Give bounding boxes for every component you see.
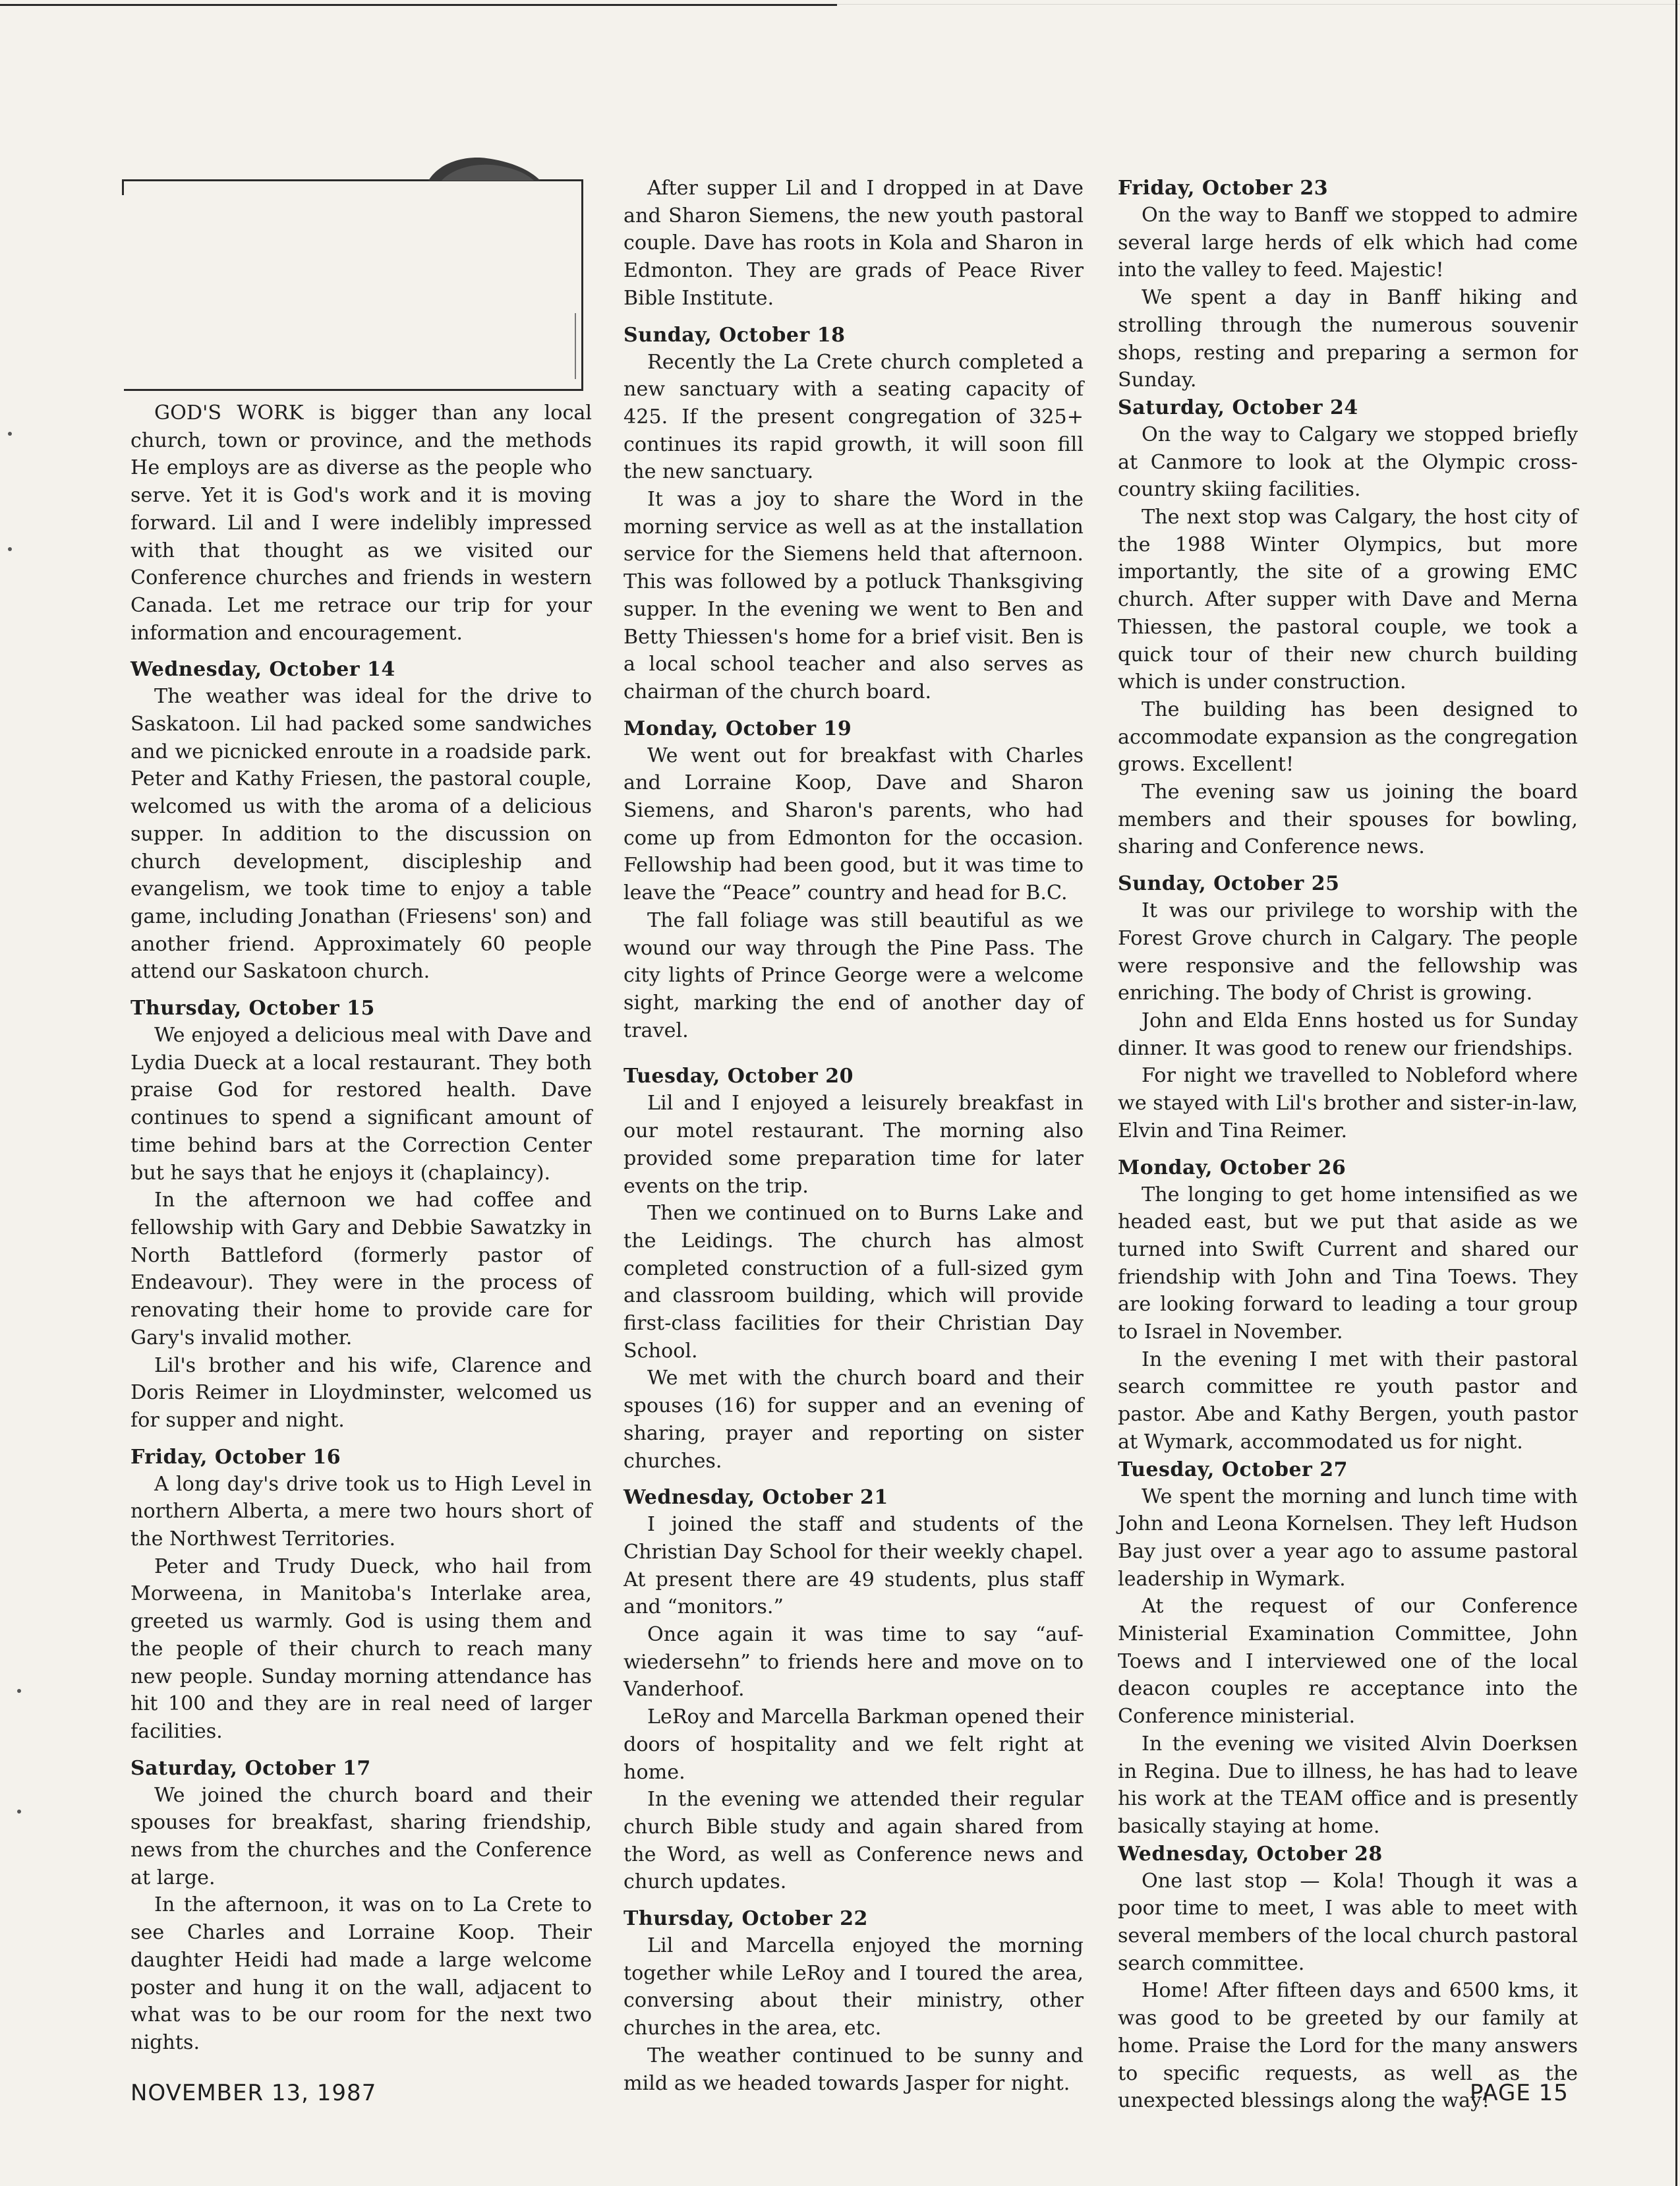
footer-page-number: PAGE 15	[1470, 2080, 1569, 2106]
entry-paragraph: I joined the staff and students of the Christian Day School for their weekly chapel. At present there are 49 students, plus staff and “monitors.”	[623, 1513, 1084, 1619]
entry-paragraph: The next stop was Calgary, the host city of the 1988 Winter Olympics, but more importantly, the site of a growing EMC church. After supper with Dave and Merna Thiessen, the pastoral couple, we took a quick tour of their new church building which is under construction.	[1118, 506, 1578, 694]
entry-paragraph: In the evening we visited Alvin Doerksen in Regina. Due to illness, he has had to leave his work at the TEAM office and is presently basically staying at home.	[1118, 1732, 1578, 1838]
entry-heading: Thursday, October 15	[130, 997, 375, 1020]
spacer	[130, 1434, 592, 1444]
entry-paragraph: The weather continued to be sunny and mild as we headed towards Jasper for night.	[623, 2044, 1084, 2095]
entry-monday-oct-26	[1118, 1154, 1578, 1456]
entry-saturday-oct-17	[130, 1755, 592, 2057]
margin-mark	[8, 547, 12, 551]
entry-paragraph: In the evening I met with their pastoral search committee re youth pastor and pastor. Abe and Kathy Bergen, youth pastor at Wymark, accommodated us for night.	[1118, 1347, 1578, 1454]
top-rule	[0, 4, 837, 6]
column-header-box	[124, 179, 583, 391]
entry-continued	[623, 175, 1084, 312]
margin-mark	[8, 432, 12, 436]
entry-paragraph: John and Elda Enns hosted us for Sunday dinner. It was good to renew our friendships.	[1118, 1009, 1578, 1060]
entry-paragraph: Then we continued on to Burns Lake and the Leidings. The church has almost completed construction of a full-sized gym and classroom building, which will provide first-class facilities for their Christian Day School.	[623, 1202, 1084, 1363]
entry-paragraph: In the evening we attended their regular church Bible study and again shared from the Word, as well as Conference news and church updates.	[623, 1788, 1084, 1894]
entry-friday-oct-16	[130, 1444, 592, 1746]
box-inner-line	[575, 313, 576, 379]
entry-paragraph: It was our privilege to worship with the Forest Grove church in Calgary. The people were responsive and the fellowship was enriching. The body of Christ is growing.	[1118, 899, 1578, 1005]
entry-paragraph: Lil and Marcella enjoyed the morning together while LeRoy and I toured the area, conversing about their ministry, other churches in the area, etc.	[623, 1934, 1084, 2040]
entry-monday-oct-19	[623, 715, 1084, 1045]
entry-paragraph: One last stop — Kola! Though it was a poor time to meet, I was able to meet with several members of the local church pastoral search committee.	[1118, 1869, 1578, 1975]
entry-tuesday-oct-20	[623, 1063, 1084, 1475]
entry-saturday-oct-24	[1118, 394, 1578, 861]
margin-mark	[17, 1689, 21, 1693]
spacer	[623, 1896, 1084, 1905]
footer-date: NOVEMBER 13, 1987	[130, 2080, 377, 2106]
dome-ornament-icon	[428, 157, 540, 181]
entry-paragraph: In the afternoon, it was on to La Crete to see Charles and Lorraine Koop. Their daughter Heidi had made a large welcome poster and hung it on the wall, adjacent to what was to be our room for the next two nights.	[130, 1893, 592, 2054]
entry-thursday-oct-15	[130, 995, 592, 1434]
spacer	[130, 1746, 592, 1755]
entry-friday-oct-23	[1118, 175, 1578, 394]
entry-heading: Monday, October 26	[1118, 1156, 1347, 1179]
entry-paragraph: LeRoy and Marcella Barkman opened their doors of hospitality and we felt right at home.	[623, 1705, 1084, 1784]
right-edge-rule	[1675, 0, 1677, 2186]
entry-paragraph: Once again it was time to say “auf-wiedersehn” to friends here and move on to Vanderhoof.	[623, 1623, 1084, 1701]
entry-heading: Tuesday, October 20	[623, 1065, 854, 1088]
entry-paragraph: We went out for breakfast with Charles and Lorraine Koop, Dave and Sharon Siemens, and Sharon's parents, who had come up from Edmonton for the occasion. Fellowship had been good, but it was time to leave the “Peace” country and head for B.C.	[623, 744, 1084, 905]
top-faint-line	[837, 4, 1680, 5]
entry-wednesday-oct-14	[130, 656, 592, 986]
entry-paragraph: The evening saw us joining the board members and their spouses for bowling, sharing and Conference news.	[1118, 781, 1578, 859]
entry-paragraph: Lil's brother and his wife, Clarence and Doris Reimer in Lloydminster, welcomed us for supper and night.	[130, 1353, 592, 1432]
spacer	[130, 986, 592, 995]
entry-heading: Monday, October 19	[623, 717, 852, 740]
entry-paragraph: A long day's drive took us to High Level in northern Alberta, a mere two hours short of the Northwest Territories.	[130, 1472, 592, 1551]
entry-heading: Wednesday, October 28	[1118, 1842, 1383, 1866]
spacer	[623, 1475, 1084, 1484]
entry-tuesday-oct-27	[1118, 1456, 1578, 1841]
entry-heading: Friday, October 16	[130, 1445, 341, 1469]
entry-paragraph: We spent the morning and lunch time with John and Leona Kornelsen. They left Hudson Bay just over a year ago to assume pastoral leadership in Wymark.	[1118, 1485, 1578, 1591]
entry-paragraph: On the way to Banff we stopped to admire several large herds of elk which had come into the valley to feed. Majestic!	[1118, 204, 1578, 282]
entry-paragraph: The weather was ideal for the drive to Saskatoon. Lil had packed some sandwiches and we picnicked enroute in a roadside park. Peter and Kathy Friesen, the pastoral couple, welcomed us with the aroma of a delicious supper. In addition to the discussion on church development, discipleship and evangelism, we took time to enjoy a table game, including Jonathan (Friesens' son) and another friend. Approximately 60 people attend our Saskatoon church.	[130, 685, 592, 984]
entry-paragraph: The fall foliage was still beautiful as we wound our way through the Pine Pass. The city lights of Prince George were a welcome sight, marking the end of another day of travel.	[623, 908, 1084, 1042]
entry-paragraph: We met with the church board and their spouses (16) for supper and an evening of sharing, prayer and reporting on sister churches.	[623, 1367, 1084, 1473]
entry-paragraph: In the afternoon we had coffee and fellowship with Gary and Debbie Sawatzky in North Battleford (formerly pastor of Endeavour). They were in the process of renovating their home to provide care for Gary's invalid mother.	[130, 1189, 592, 1349]
entry-paragraph: It was a joy to share the Word in the morning service as well as at the installation service for the Siemens held that afternoon. This was followed by a potluck Thanksgiving supper. In the evening we went to Ben and Betty Thiessen's home for a brief visit. Ben is a local school teacher and also serves as chairman of the church board.	[623, 488, 1084, 703]
entry-sunday-oct-18	[623, 322, 1084, 706]
entry-heading: Sunday, October 25	[1118, 872, 1340, 896]
intro-paragraph: GOD'S WORK is bigger than any local church, town or province, and the methods He employs are as diverse as the people who serve. Yet it is God's work and it is moving forward. Lil and I were indelibly impressed with that thought as we visited our Conference churches and friends in western Canada. Let me retrace our trip for your information and encouragement.	[130, 401, 592, 645]
spacer	[1118, 861, 1578, 870]
column-1	[130, 399, 592, 2057]
entry-paragraph: Lil and I enjoyed a leisurely breakfast in our motel restaurant. The morning also provided some preparation time for later events on the trip.	[623, 1092, 1084, 1198]
entry-paragraph: On the way to Calgary we stopped briefly at Canmore to look at the Olympic cross-country skiing facilities.	[1118, 423, 1578, 502]
box-left-stub	[122, 179, 124, 195]
entry-heading: Wednesday, October 21	[623, 1486, 888, 1510]
entry-heading: Saturday, October 24	[1118, 396, 1358, 419]
spacer	[623, 706, 1084, 715]
entry-wednesday-oct-28	[1118, 1841, 1578, 2115]
entry-heading: Thursday, October 22	[623, 1907, 868, 1931]
entry-paragraph: We spent a day in Banff hiking and strolling through the numerous souvenir shops, resting and preparing a sermon for Sunday.	[1118, 286, 1578, 392]
entry-paragraph: We joined the church board and their spouses for breakfast, sharing friendship, news from the churches and the Conference at large.	[130, 1783, 592, 1889]
entry-paragraph: The longing to get home intensified as we headed east, but we put that aside as we turned into Swift Current and shared our friendship with John and Tina Toews. They are looking forward to leading a tour group to Israel in November.	[1118, 1183, 1578, 1344]
margin-mark	[17, 1810, 21, 1814]
entry-heading: Sunday, October 18	[623, 323, 846, 347]
entry-heading: Saturday, October 17	[130, 1756, 371, 1780]
spacer	[1118, 1145, 1578, 1154]
entry-paragraph: We enjoyed a delicious meal with Dave and Lydia Dueck at a local restaurant. They both praise God for restored health. Dave continues to spend a significant amount of time behind bars at the Correction Center but he says that he enjoys it (chaplaincy).	[130, 1024, 592, 1185]
entry-wednesday-oct-21	[623, 1484, 1084, 1896]
entry-heading: Wednesday, October 14	[130, 658, 395, 682]
column-2	[623, 175, 1084, 2097]
entry-paragraph: For night we travelled to Nobleford where we stayed with Lil's brother and sister-in-law, Elvin and Tina Reimer.	[1118, 1064, 1578, 1142]
entry-thursday-oct-22	[623, 1905, 1084, 2097]
spacer	[130, 647, 592, 656]
entry-paragraph: At the request of our Conference Ministerial Examination Committee, John Toews and I interviewed one of the local deacon couples re acceptance into the Conference ministerial.	[1118, 1595, 1578, 1728]
entry-paragraph: The building has been designed to accommodate expansion as the congregation grows. Excellent!	[1118, 697, 1578, 777]
spacer	[623, 1044, 1084, 1063]
spacer	[623, 312, 1084, 322]
entry-heading: Friday, October 23	[1118, 177, 1329, 200]
entry-paragraph: Recently the La Crete church completed a new sanctuary with a seating capacity of 425. If the present congregation of 325+ continues its rapid growth, it will soon fill the new sanctuary.	[623, 350, 1084, 484]
entry-heading: Tuesday, October 27	[1118, 1458, 1348, 1481]
column-3	[1118, 175, 1578, 2115]
entry-paragraph: Home! After fifteen days and 6500 kms, it was good to be greeted by our family at home. Praise the Lord for the many answers to specific requests, as well as the unexpected blessings along the way!	[1118, 1979, 1578, 2113]
entry-paragraph: After supper Lil and I dropped in at Dave and Sharon Siemens, the new youth pastoral couple. Dave has roots in Kola and Sharon in Edmonton. They are grads of Peace River Bible Institute.	[623, 177, 1084, 310]
entry-paragraph: Peter and Trudy Dueck, who hail from Morweena, in Manitoba's Interlake area, greeted us warmly. God is using them and the people of their church to reach many new people. Sunday morning attendance has hit 100 and they are in real need of larger facilities.	[130, 1554, 592, 1743]
entry-sunday-oct-25	[1118, 870, 1578, 1144]
